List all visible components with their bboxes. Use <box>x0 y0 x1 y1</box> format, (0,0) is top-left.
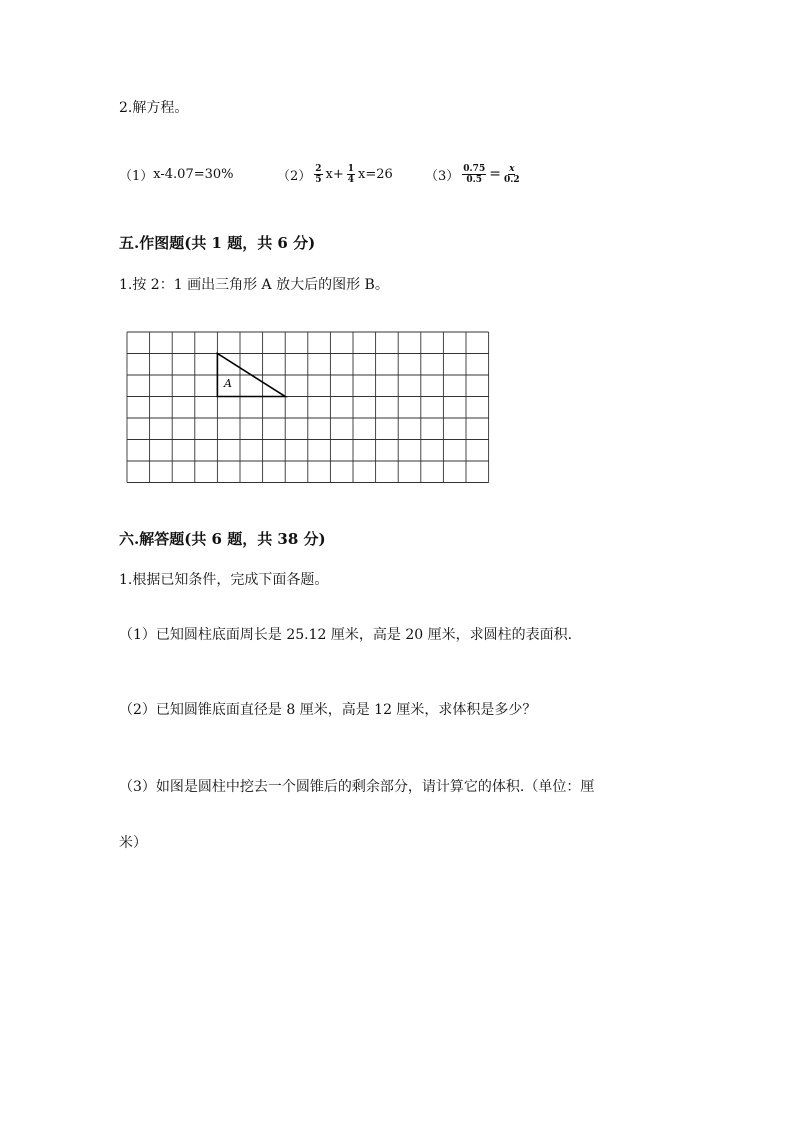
question-2-heading: 2.解方程。 <box>119 100 189 116</box>
equals-sign: = <box>489 166 501 182</box>
grid-svg <box>126 331 490 485</box>
equation-2-label: （2） <box>277 168 312 184</box>
fraction-denominator: 0.5 <box>466 174 483 185</box>
equation-1 <box>119 161 234 187</box>
section-5-heading: 五.作图题(共 1 题，共 6 分) <box>119 234 316 252</box>
sub-question-3-line-2: 米） <box>119 835 147 851</box>
equation-2 <box>277 161 393 187</box>
equation-2-mid: x+ <box>325 166 344 182</box>
fraction-x-02 <box>504 164 520 185</box>
sub-question-1: （1）已知圆柱底面周长是 25.12 厘米，高是 20 厘米，求圆柱的表面积. <box>119 627 573 643</box>
equation-1-text: x-4.07=30% <box>153 166 234 182</box>
fraction-1-4 <box>347 164 355 185</box>
drawing-grid <box>126 331 490 489</box>
grid-lines <box>127 332 489 483</box>
fraction-numerator: 1 <box>347 163 355 174</box>
sub-question-2: （2）已知圆锥底面直径是 8 厘米，高是 12 厘米，求体积是多少？ <box>119 702 537 718</box>
fraction-075-05 <box>462 164 486 185</box>
equation-3 <box>425 161 523 187</box>
fraction-denominator: 4 <box>347 174 355 185</box>
section-6-question-1: 1.根据已知条件，完成下面各题。 <box>119 572 329 588</box>
section-6-heading: 六.解答题(共 6 题，共 38 分) <box>119 530 326 548</box>
triangle-a-label: A <box>224 377 232 390</box>
equation-3-label: （3） <box>425 168 460 184</box>
fraction-denominator: 5 <box>315 174 322 185</box>
fraction-2-5 <box>314 164 322 185</box>
fraction-numerator: x <box>509 163 515 174</box>
fraction-numerator: 2 <box>315 163 322 174</box>
equation-1-label: （1） <box>119 168 154 184</box>
section-5-question-1: 1.按 2：1 画出三角形 A 放大后的图形 B。 <box>119 277 389 293</box>
sub-question-3-line-1: （3）如图是圆柱中挖去一个圆锥后的剩余部分，请计算它的体积.（单位：厘 <box>119 779 595 795</box>
fraction-numerator: 0.75 <box>463 163 486 174</box>
fraction-denominator: 0.2 <box>503 174 520 185</box>
equation-2-tail: x=26 <box>358 166 393 182</box>
equations-row <box>119 161 679 191</box>
